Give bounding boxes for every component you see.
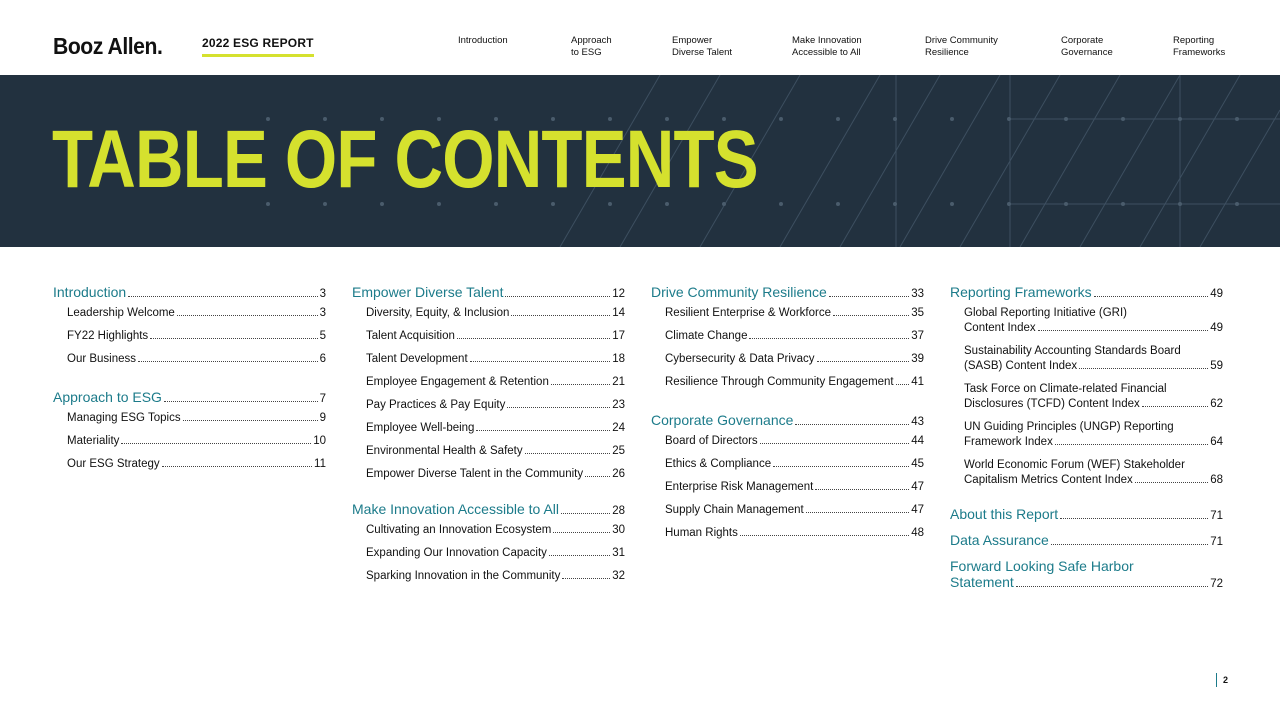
entry-label: Resilience Through Community Engagement — [665, 376, 894, 388]
dot-leader — [551, 384, 610, 385]
page-number: 10 — [313, 435, 326, 447]
page-number: 45 — [911, 458, 924, 470]
page-number: 31 — [612, 547, 625, 559]
page-number: 17 — [612, 330, 625, 342]
toc-section-reporting-frameworks[interactable] — [950, 284, 1223, 300]
page-number: 7 — [319, 393, 326, 405]
toc-section-drive-community-resilience[interactable] — [651, 284, 924, 300]
page-number: 49 — [1210, 288, 1223, 300]
entry-label: Climate Change — [665, 330, 748, 342]
entry-label: Resilient Enterprise & Workforce — [665, 307, 831, 319]
page-number: 11 — [314, 458, 326, 470]
toc-entry-pay-practices[interactable] — [366, 398, 625, 413]
toc-entry-our-business[interactable] — [67, 352, 326, 367]
toc-entry-leadership-welcome[interactable] — [67, 306, 326, 321]
page-number: 72 — [1210, 578, 1223, 590]
toc-entry-employee-well-being[interactable] — [366, 421, 625, 436]
dot-leader — [177, 315, 318, 316]
entry-label: Employee Well-being — [366, 422, 475, 434]
page-number: 62 — [1210, 398, 1223, 410]
entry-label: Our ESG Strategy — [67, 458, 160, 470]
page-number: 71 — [1210, 510, 1223, 522]
toc-entry-environmental-health-safety[interactable] — [366, 444, 625, 459]
toc-entry-our-esg-strategy[interactable] — [67, 457, 326, 472]
page-number: 21 — [612, 376, 625, 388]
dot-leader — [1142, 406, 1208, 407]
dot-leader — [457, 338, 610, 339]
page-number: 18 — [612, 353, 625, 365]
toc-entry-cybersecurity[interactable] — [665, 352, 924, 367]
page-number: 12 — [612, 288, 625, 300]
page-number: 32 — [612, 570, 625, 582]
nav-corporate-governance[interactable]: Corporate Governance — [1061, 35, 1113, 58]
section-title: Introduction — [53, 284, 127, 300]
dot-leader — [1079, 368, 1208, 369]
dot-leader — [1016, 586, 1208, 587]
toc-entry-wef[interactable] — [964, 458, 1223, 488]
section-title: Statement — [950, 574, 1014, 590]
toc-section-about-this-report[interactable] — [950, 506, 1223, 522]
page-number: 28 — [612, 505, 625, 517]
toc-entry-board-of-directors[interactable] — [665, 434, 924, 449]
toc-entry-resilient-enterprise[interactable] — [665, 306, 924, 321]
entry-label: Diversity, Equity, & Inclusion — [366, 307, 510, 319]
nav-drive-community-resilience[interactable]: Drive Community Resilience — [925, 35, 998, 58]
dot-leader — [806, 512, 909, 513]
page-number-footer: 2 — [1216, 673, 1228, 687]
entry-label: World Economic Forum (WEF) Stakeholder — [964, 459, 1185, 471]
dot-leader — [795, 424, 909, 425]
toc-section-safe-harbor[interactable] — [950, 558, 1223, 590]
entry-label: Employee Engagement & Retention — [366, 376, 549, 388]
booz-allen-logo[interactable]: Booz Allen. — [53, 33, 163, 59]
page-title: TABLE OF CONTENTS — [52, 114, 758, 205]
dot-leader — [817, 361, 910, 362]
entry-label: Task Force on Climate-related Financial — [964, 383, 1167, 395]
nav-make-innovation-accessible[interactable]: Make Innovation Accessible to All — [792, 35, 862, 58]
entry-label: Cultivating an Innovation Ecosystem — [366, 524, 552, 536]
report-tag: 2022 ESG REPORT — [202, 36, 314, 50]
toc-entry-enterprise-risk[interactable] — [665, 480, 924, 495]
dot-leader — [1060, 518, 1208, 519]
dot-leader — [833, 315, 909, 316]
nav-empower-diverse-talent[interactable]: Empower Diverse Talent — [672, 35, 733, 58]
section-title: Drive Community Resilience — [651, 284, 827, 300]
entry-label: Expanding Our Innovation Capacity — [366, 547, 547, 559]
entry-label: Talent Acquisition — [366, 330, 455, 342]
entry-label: Sustainability Accounting Standards Board — [964, 345, 1181, 357]
section-title: Forward Looking Safe Harbor — [950, 558, 1134, 574]
entry-label: FY22 Highlights — [67, 330, 149, 342]
dot-leader — [183, 420, 318, 421]
nav-introduction[interactable]: Introduction — [458, 35, 508, 46]
dot-leader — [553, 532, 610, 533]
dot-leader — [511, 315, 610, 316]
dot-leader — [896, 384, 910, 385]
entry-label: Supply Chain Management — [665, 504, 804, 516]
dot-leader — [1051, 544, 1208, 545]
page-number: 49 — [1210, 322, 1223, 334]
dot-leader — [760, 443, 910, 444]
toc-entry-employee-engagement[interactable] — [366, 375, 625, 390]
page-number: 9 — [319, 412, 326, 424]
entry-label: Materiality — [67, 435, 120, 447]
section-title: Corporate Governance — [651, 412, 794, 428]
toc-entry-tcfd[interactable] — [964, 382, 1223, 412]
toc-column-1 — [53, 284, 326, 480]
toc-entry-ungp[interactable] — [964, 420, 1223, 450]
page-number: 14 — [612, 307, 625, 319]
entry-label: Enterprise Risk Management — [665, 481, 814, 493]
page-number: 37 — [911, 330, 924, 342]
dot-leader — [162, 466, 312, 467]
page-number: 68 — [1210, 474, 1223, 486]
entry-label: Environmental Health & Safety — [366, 445, 523, 457]
page-number: 6 — [319, 353, 326, 365]
dot-leader — [740, 535, 909, 536]
dot-leader — [505, 296, 610, 297]
toc-entry-gri[interactable] — [964, 306, 1223, 336]
entry-label: Board of Directors — [665, 435, 758, 447]
page-number: 3 — [319, 307, 326, 319]
toc-entry-managing-esg-topics[interactable] — [67, 411, 326, 426]
page-number: 71 — [1210, 536, 1223, 548]
page-number: 24 — [612, 422, 625, 434]
dot-leader — [585, 476, 610, 477]
entry-label: Our Business — [67, 353, 137, 365]
dot-leader — [121, 443, 311, 444]
entry-label: (SASB) Content Index — [964, 360, 1078, 372]
toc-column-2 — [352, 284, 625, 592]
page-number: 48 — [911, 527, 924, 539]
entry-label: Global Reporting Initiative (GRI) — [964, 307, 1127, 319]
entry-label: Sparking Innovation in the Community — [366, 570, 561, 582]
entry-label: Empower Diverse Talent in the Community — [366, 468, 584, 480]
page-number: 30 — [612, 524, 625, 536]
page-number: 64 — [1210, 436, 1223, 448]
toc-section-make-innovation-accessible[interactable] — [352, 501, 625, 517]
nav-reporting-frameworks[interactable]: Reporting Frameworks — [1173, 35, 1226, 58]
toc-entry-talent-acquisition[interactable] — [366, 329, 625, 344]
page-number: 59 — [1210, 360, 1223, 372]
entry-label: Capitalism Metrics Content Index — [964, 474, 1133, 486]
dot-leader — [164, 401, 318, 402]
toc-entry-fy22-highlights[interactable] — [67, 329, 326, 344]
entry-label: Content Index — [964, 322, 1036, 334]
toc-entry-supply-chain[interactable] — [665, 503, 924, 518]
entry-label: Cybersecurity & Data Privacy — [665, 353, 815, 365]
dot-leader — [1038, 330, 1209, 331]
section-title: Make Innovation Accessible to All — [352, 501, 560, 517]
section-title: Approach to ESG — [53, 389, 162, 405]
dot-leader — [562, 578, 610, 579]
dot-leader — [829, 296, 909, 297]
toc-entry-human-rights[interactable] — [665, 526, 924, 541]
dot-leader — [138, 361, 318, 362]
toc-entry-climate-change[interactable] — [665, 329, 924, 344]
nav-approach-to-esg[interactable]: Approach to ESG — [571, 35, 612, 58]
entry-label: UN Guiding Principles (UNGP) Reporting — [964, 421, 1174, 433]
section-title: Reporting Frameworks — [950, 284, 1092, 300]
dot-leader — [150, 338, 317, 339]
toc-entry-ethics-compliance[interactable] — [665, 457, 924, 472]
page-number: 47 — [911, 481, 924, 493]
toc-entry-innovation-ecosystem[interactable] — [366, 523, 625, 538]
page-number: 23 — [612, 399, 625, 411]
toc-entry-materiality[interactable] — [67, 434, 326, 449]
toc-entry-sasb[interactable] — [964, 344, 1223, 374]
dot-leader — [470, 361, 611, 362]
page-number: 33 — [911, 288, 924, 300]
dot-leader — [561, 513, 610, 514]
entry-label: Leadership Welcome — [67, 307, 175, 319]
top-bar — [0, 0, 1280, 75]
dot-leader — [773, 466, 909, 467]
section-title: About this Report — [950, 506, 1059, 522]
entry-label: Framework Index — [964, 436, 1053, 448]
page-number: 26 — [612, 468, 625, 480]
dot-leader — [507, 407, 610, 408]
dot-leader — [815, 489, 909, 490]
dot-leader — [549, 555, 610, 556]
dot-leader — [128, 296, 317, 297]
page-number: 47 — [911, 504, 924, 516]
entry-label: Ethics & Compliance — [665, 458, 772, 470]
toc-entry-innovation-capacity[interactable] — [366, 546, 625, 561]
toc-section-empower-diverse-talent[interactable] — [352, 284, 625, 300]
hero-banner — [0, 75, 1280, 247]
entry-label: Managing ESG Topics — [67, 412, 181, 424]
dot-leader — [1135, 482, 1208, 483]
page-number: 43 — [911, 416, 924, 428]
section-title: Data Assurance — [950, 532, 1049, 548]
toc-section-approach-to-esg[interactable] — [53, 389, 326, 405]
toc-entry-talent-development[interactable] — [366, 352, 625, 367]
page-number: 35 — [911, 307, 924, 319]
toc-section-introduction[interactable] — [53, 284, 326, 300]
toc-entry-dei[interactable] — [366, 306, 625, 321]
toc-column-3 — [651, 284, 924, 549]
toc-entry-talent-in-community[interactable] — [366, 467, 625, 482]
page-number: 5 — [319, 330, 326, 342]
entry-label: Pay Practices & Pay Equity — [366, 399, 506, 411]
dot-leader — [476, 430, 610, 431]
dot-leader — [1055, 444, 1208, 445]
entry-label: Talent Development — [366, 353, 468, 365]
toc-section-data-assurance[interactable] — [950, 532, 1223, 548]
toc-section-corporate-governance[interactable] — [651, 412, 924, 428]
toc-entry-innovation-in-community[interactable] — [366, 569, 625, 584]
entry-label: Human Rights — [665, 527, 738, 539]
dot-leader — [749, 338, 909, 339]
dot-leader — [525, 453, 611, 454]
page-number: 44 — [911, 435, 924, 447]
entry-label: Disclosures (TCFD) Content Index — [964, 398, 1140, 410]
page-number: 39 — [911, 353, 924, 365]
toc-column-4 — [950, 284, 1223, 596]
page-number: 25 — [612, 445, 625, 457]
section-title: Empower Diverse Talent — [352, 284, 504, 300]
dot-leader — [1094, 296, 1209, 297]
toc-entry-community-engagement[interactable] — [665, 375, 924, 390]
page-number: 3 — [319, 288, 326, 300]
page-number: 41 — [911, 376, 924, 388]
